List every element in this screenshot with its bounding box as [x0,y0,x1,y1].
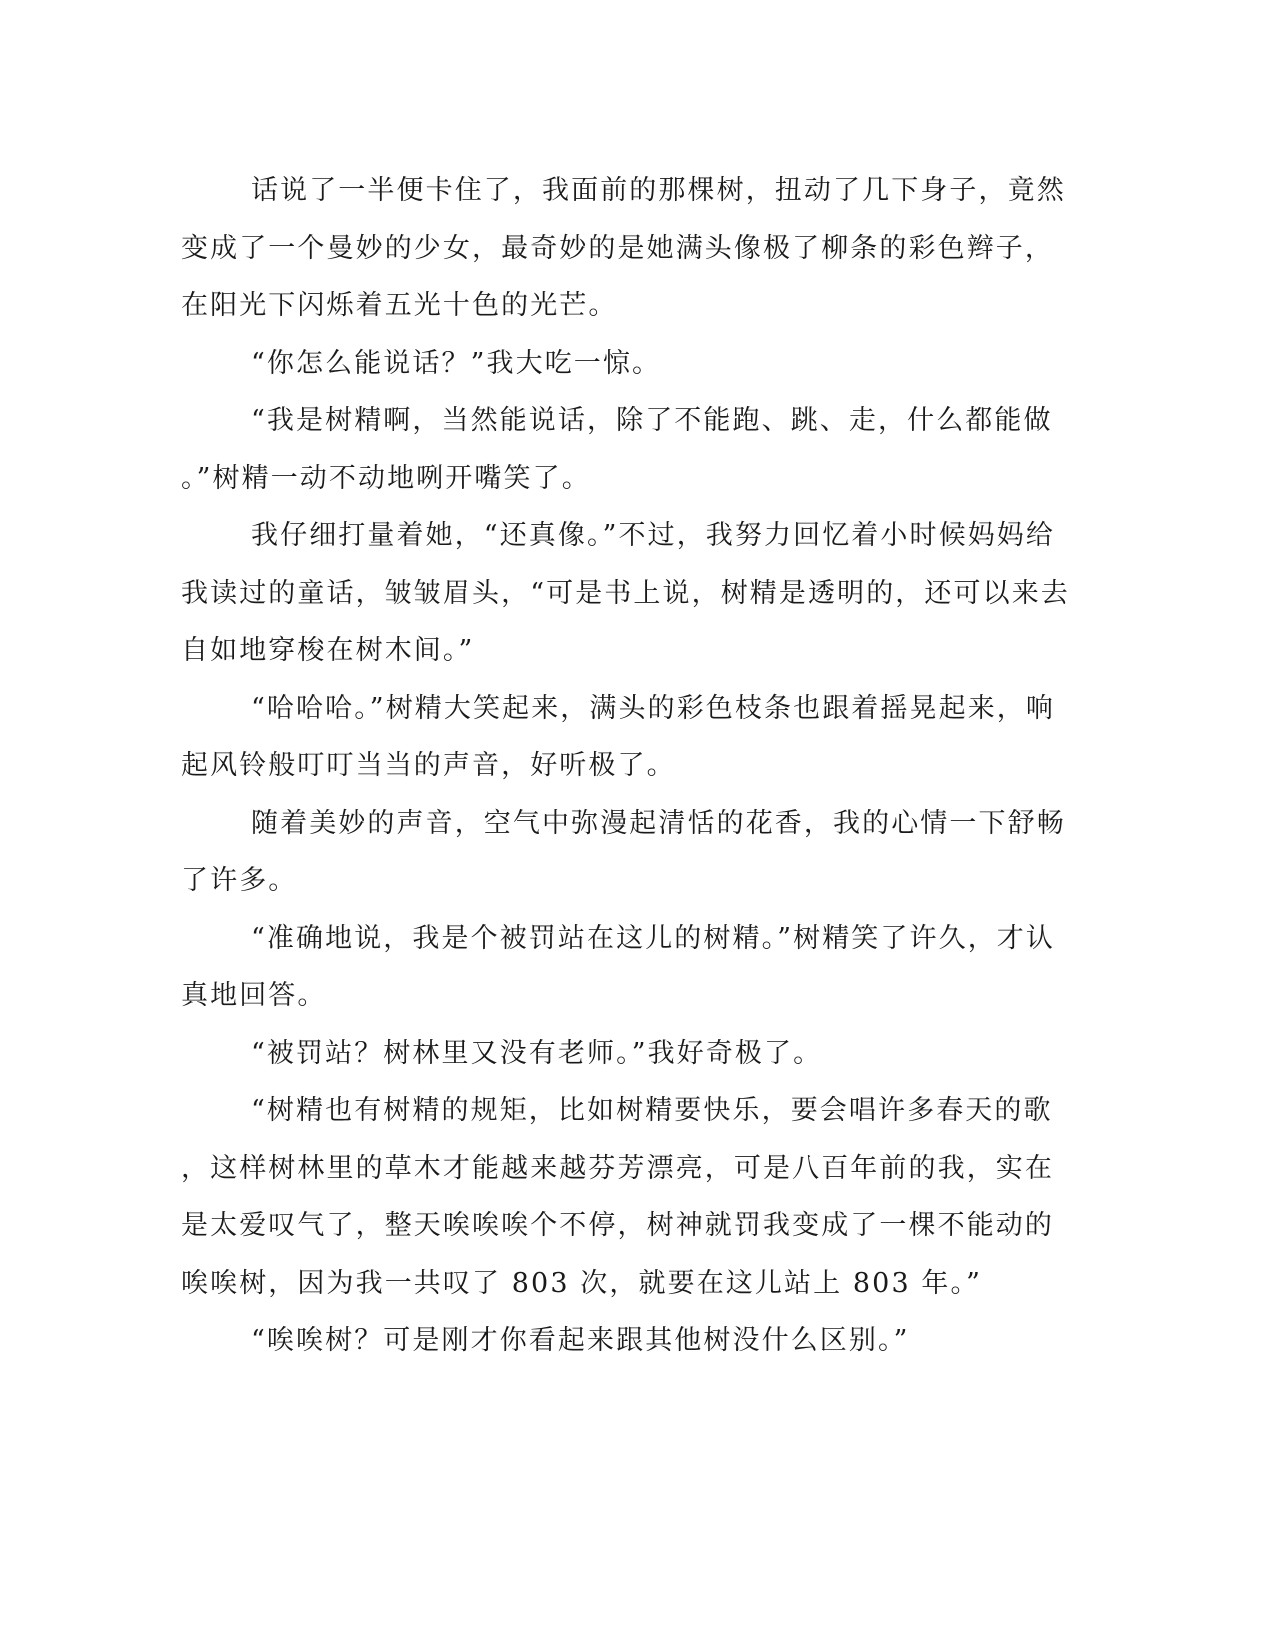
text-line: “树精也有树精的规矩，比如树精要快乐，要会唱许多春天的歌 [251,1095,1053,1126]
text-line: 了许多。 [181,865,298,896]
paragraph [181,680,1056,795]
paragraph [181,1082,1054,1312]
paragraph [181,795,1066,910]
text-line: 在阳光下闪烁着五光十色的光芒。 [181,290,618,321]
text-line: 起风铃般叮叮当当的声音，好听极了。 [181,750,676,781]
text-line: “你怎么能说话？”我大吃一惊。 [251,347,662,379]
paragraph [181,335,1027,393]
text-line: 唉唉树，因为我一共叹了 803 次，就要在这儿站上 803 年。” [181,1267,983,1299]
paragraph [181,507,1070,680]
text-line: 是太爱叹气了，整天唉唉唉个不停，树神就罚我变成了一棵不能动的 [181,1210,1054,1241]
paragraph [181,1025,1027,1083]
text-line: 话说了一半便卡住了，我面前的那棵树，扭动了几下身子，竟然 [251,175,1066,206]
text-line: 我读过的童话，皱皱眉头，“可是书上说，树精是透明的，还可以来去 [181,577,1070,609]
text-line: “我是树精啊，当然能说话，除了不能跑、跳、走，什么都能做 [251,405,1053,436]
paragraph [181,1312,1027,1370]
text-line: “准确地说，我是个被罚站在这儿的树精。”树精笑了许久，才认 [251,922,1056,954]
text-line: “被罚站？树林里又没有老师。”我好奇极了。 [251,1037,823,1069]
paragraph [181,910,1056,1025]
story-text [181,162,1070,1370]
text-line: “唉唉树？可是刚才你看起来跟其他树没什么区别。” [251,1325,910,1356]
text-line: 真地回答。 [181,980,327,1011]
text-line: “哈哈哈。”树精大笑起来，满头的彩色枝条也跟着摇晃起来，响 [251,692,1056,724]
text-line: 我仔细打量着她，“还真像。”不过，我努力回忆着小时候妈妈给 [251,520,1056,551]
text-line: 自如地穿梭在树木间。” [181,635,475,666]
text-line: ，这样树林里的草木才能越来越芬芳漂亮，可是八百年前的我，实在 [181,1152,1054,1184]
paragraph [181,392,1053,507]
text-line: 。”树精一动不动地咧开嘴笑了。 [181,462,591,494]
paragraph [181,162,1066,335]
text-line: 随着美妙的声音，空气中弥漫起清恬的花香，我的心情一下舒畅 [251,807,1066,839]
text-line: 变成了一个曼妙的少女，最奇妙的是她满头像极了柳条的彩色辫子， [181,232,1054,264]
